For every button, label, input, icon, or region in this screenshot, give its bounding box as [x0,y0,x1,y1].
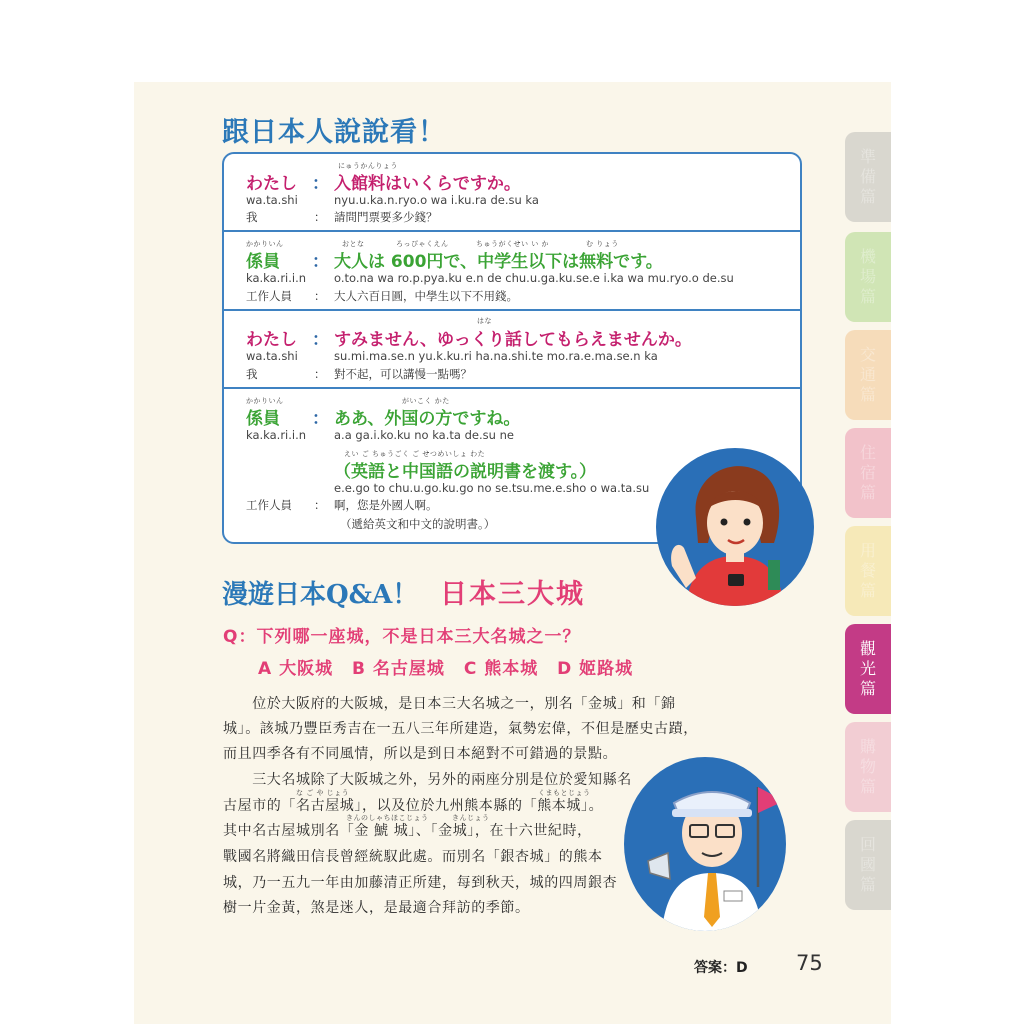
furigana: おとな [342,240,365,248]
japanese-phrase: です。 [613,252,663,272]
japanese-keyword: 外国の方 [384,409,453,429]
quiz-answer: 答案：D [694,960,748,976]
staff-woman-illustration [656,448,814,606]
furigana: ろっぴゃくえん [396,240,449,248]
section-heading-conversation: 跟日本人說說看！ [222,117,446,148]
furigana: ちゅうがくせい い か [476,240,549,248]
speaker-chinese: 我 [246,367,258,381]
body-line: 城」。該城乃豐臣秀吉在一五八三年所建造，氣勢宏偉，不但是歷史古蹟， [223,721,698,737]
body-line: 其中名古屋城別名「金 鯱 城」、「金城」，在十六世紀時， [223,823,592,839]
body-line: 而且四季各有不同風情，所以是到日本絕對不可錯過的景點。 [223,746,618,762]
chinese-translation: 請問門票要多少錢？ [334,210,438,224]
colon: ： [314,210,326,224]
chapter-tab-label: 機場篇 [859,247,876,306]
chapter-tab[interactable] [845,330,891,420]
colon: ： [314,367,326,381]
japanese-line [334,169,521,194]
japanese-keyword: 入館料 [334,174,385,194]
furigana: む りょう [586,240,619,248]
chinese-translation: 對不起，可以講慢一點嗎？ [334,367,472,381]
body-line: 樹一片金黃，煞是迷人，是最適合拜訪的季節。 [223,900,530,916]
speaker-romaji: ka.ka.ri.i.n [246,271,307,285]
japanese-line: すみません、ゆっくり話してもらえませんか。 [334,330,692,350]
chinese-translation: 啊，您是外國人啊。 [334,498,438,512]
furigana: きんのしゃちほこじょう [346,814,429,822]
furigana: えい ご ちゅうごく ご せつめいしょ わた [344,450,486,458]
colon: ： [314,289,326,303]
japanese-keyword: 中学生以下は無料 [477,252,614,272]
chapter-tab-label: 購物篇 [859,737,876,796]
colon: ： [312,174,329,194]
quiz-options [258,654,645,679]
chapter-tab[interactable] [845,428,891,518]
japanese-line: （英語と中国語の説明書を渡す。） [334,462,597,482]
japanese-line [334,247,663,272]
quiz-option-c: C 熊本城 [463,659,539,679]
romaji-line: e.e.go to chu.u.go.ku.go no se.tsu.me.e.sho o wa.ta.su [334,481,650,495]
furigana: な ご や じょう [296,789,350,797]
speaker-romaji: ka.ka.ri.i.n [246,428,307,442]
japanese-phrase: はいくらですか。 [385,174,521,194]
chapter-tab-label: 住宿篇 [859,443,876,502]
speaker-romaji: wa.ta.shi [246,193,298,207]
furigana: かかりいん [246,240,284,248]
body-line: 城，乃一五九一年由加藤清正所建，每到秋天，城的四周銀杏 [223,875,618,891]
colon: ： [312,409,329,429]
furigana: はな [477,317,492,325]
body-line: 三大名城除了大阪城之外，另外的兩座分別是位於愛知縣名 [223,772,632,788]
chinese-translation: （遞給英文和中文的說明書。） [340,517,496,531]
romaji-line: nyu.u.ka.n.ryo.o wa i.ku.ra de.su ka [334,193,539,207]
colon: ： [312,252,329,272]
speaker-chinese: 我 [246,210,258,224]
speaker-label: 係員 [246,252,280,272]
romaji-line: su.mi.ma.se.n yu.k.ku.ri ha.na.shi.te mo.ra.e.ma.se.n ka [334,349,658,363]
speaker-romaji: wa.ta.shi [246,349,298,363]
chapter-tab[interactable] [845,722,891,812]
speaker-chinese: 工作人員 [246,289,292,303]
body-line: 位於大阪府的大阪城，是日本三大名城之一，別名「金城」和「錦 [223,696,676,712]
quiz-option-d: D 姬路城 [557,659,634,679]
japanese-phrase: 大人は 600円で、 [334,252,478,272]
colon: ： [312,330,329,350]
chinese-translation: 大人六百日圓，中學生以下不用錢。 [334,289,518,303]
quiz-option-b: B 名古屋城 [352,659,445,679]
chapter-tab-label: 用餐篇 [859,541,876,600]
japanese-phrase: ああ、 [334,409,385,429]
furigana: かかりいん [246,397,284,405]
body-line: 古屋市的「名古屋城」，以及位於九州熊本縣的「熊本城」。 [223,798,604,814]
chapter-tab[interactable] [845,820,891,910]
furigana: くまもとじょう [538,789,591,797]
quiz-question: Q：下列哪一座城，不是日本三大名城之一？ [223,627,581,647]
speaker-label: 係員 [246,409,280,429]
japanese-line [334,404,520,429]
quiz-option-a: A 大阪城 [258,659,334,679]
furigana: きんじょう [452,814,490,822]
dialogue-divider [224,230,800,232]
furigana: にゅうかんりょう [338,162,398,170]
furigana: がいこく かた [402,397,450,405]
romaji-line: o.to.na wa ro.p.pya.ku e.n de chu.u.ga.ku.se.e i.ka wa mu.ryo.o de.su [334,271,734,285]
dialogue-divider [224,309,800,311]
tour-guide-illustration [624,757,786,931]
chapter-tab-label: 回國篇 [859,835,876,894]
chapter-tab[interactable] [845,624,891,714]
romaji-line: a.a ga.i.ko.ku no ka.ta de.su ne [334,428,514,442]
speaker-label: わたし [246,174,297,194]
chapter-tab[interactable] [845,232,891,322]
speaker-chinese: 工作人員 [246,498,292,512]
colon: ： [314,498,326,512]
speaker-label: わたし [246,330,297,350]
chapter-tab[interactable] [845,132,891,222]
japanese-phrase: ですね。 [452,409,521,429]
chapter-tab[interactable] [845,526,891,616]
chapter-tab-label: 準備篇 [859,147,876,206]
chapter-tab-label: 交通篇 [859,345,876,404]
section-heading-qa: 漫遊日本Q&A！ [222,580,419,610]
dialogue-divider [224,387,800,389]
section-heading-topic: 日本三大城 [440,579,585,610]
page-number: 75 [796,951,823,975]
chapter-tab-label: 觀光篇 [859,639,876,698]
body-line: 戰國名將織田信長曾經統馭此處。而別名「銀杏城」的熊本 [223,849,603,865]
